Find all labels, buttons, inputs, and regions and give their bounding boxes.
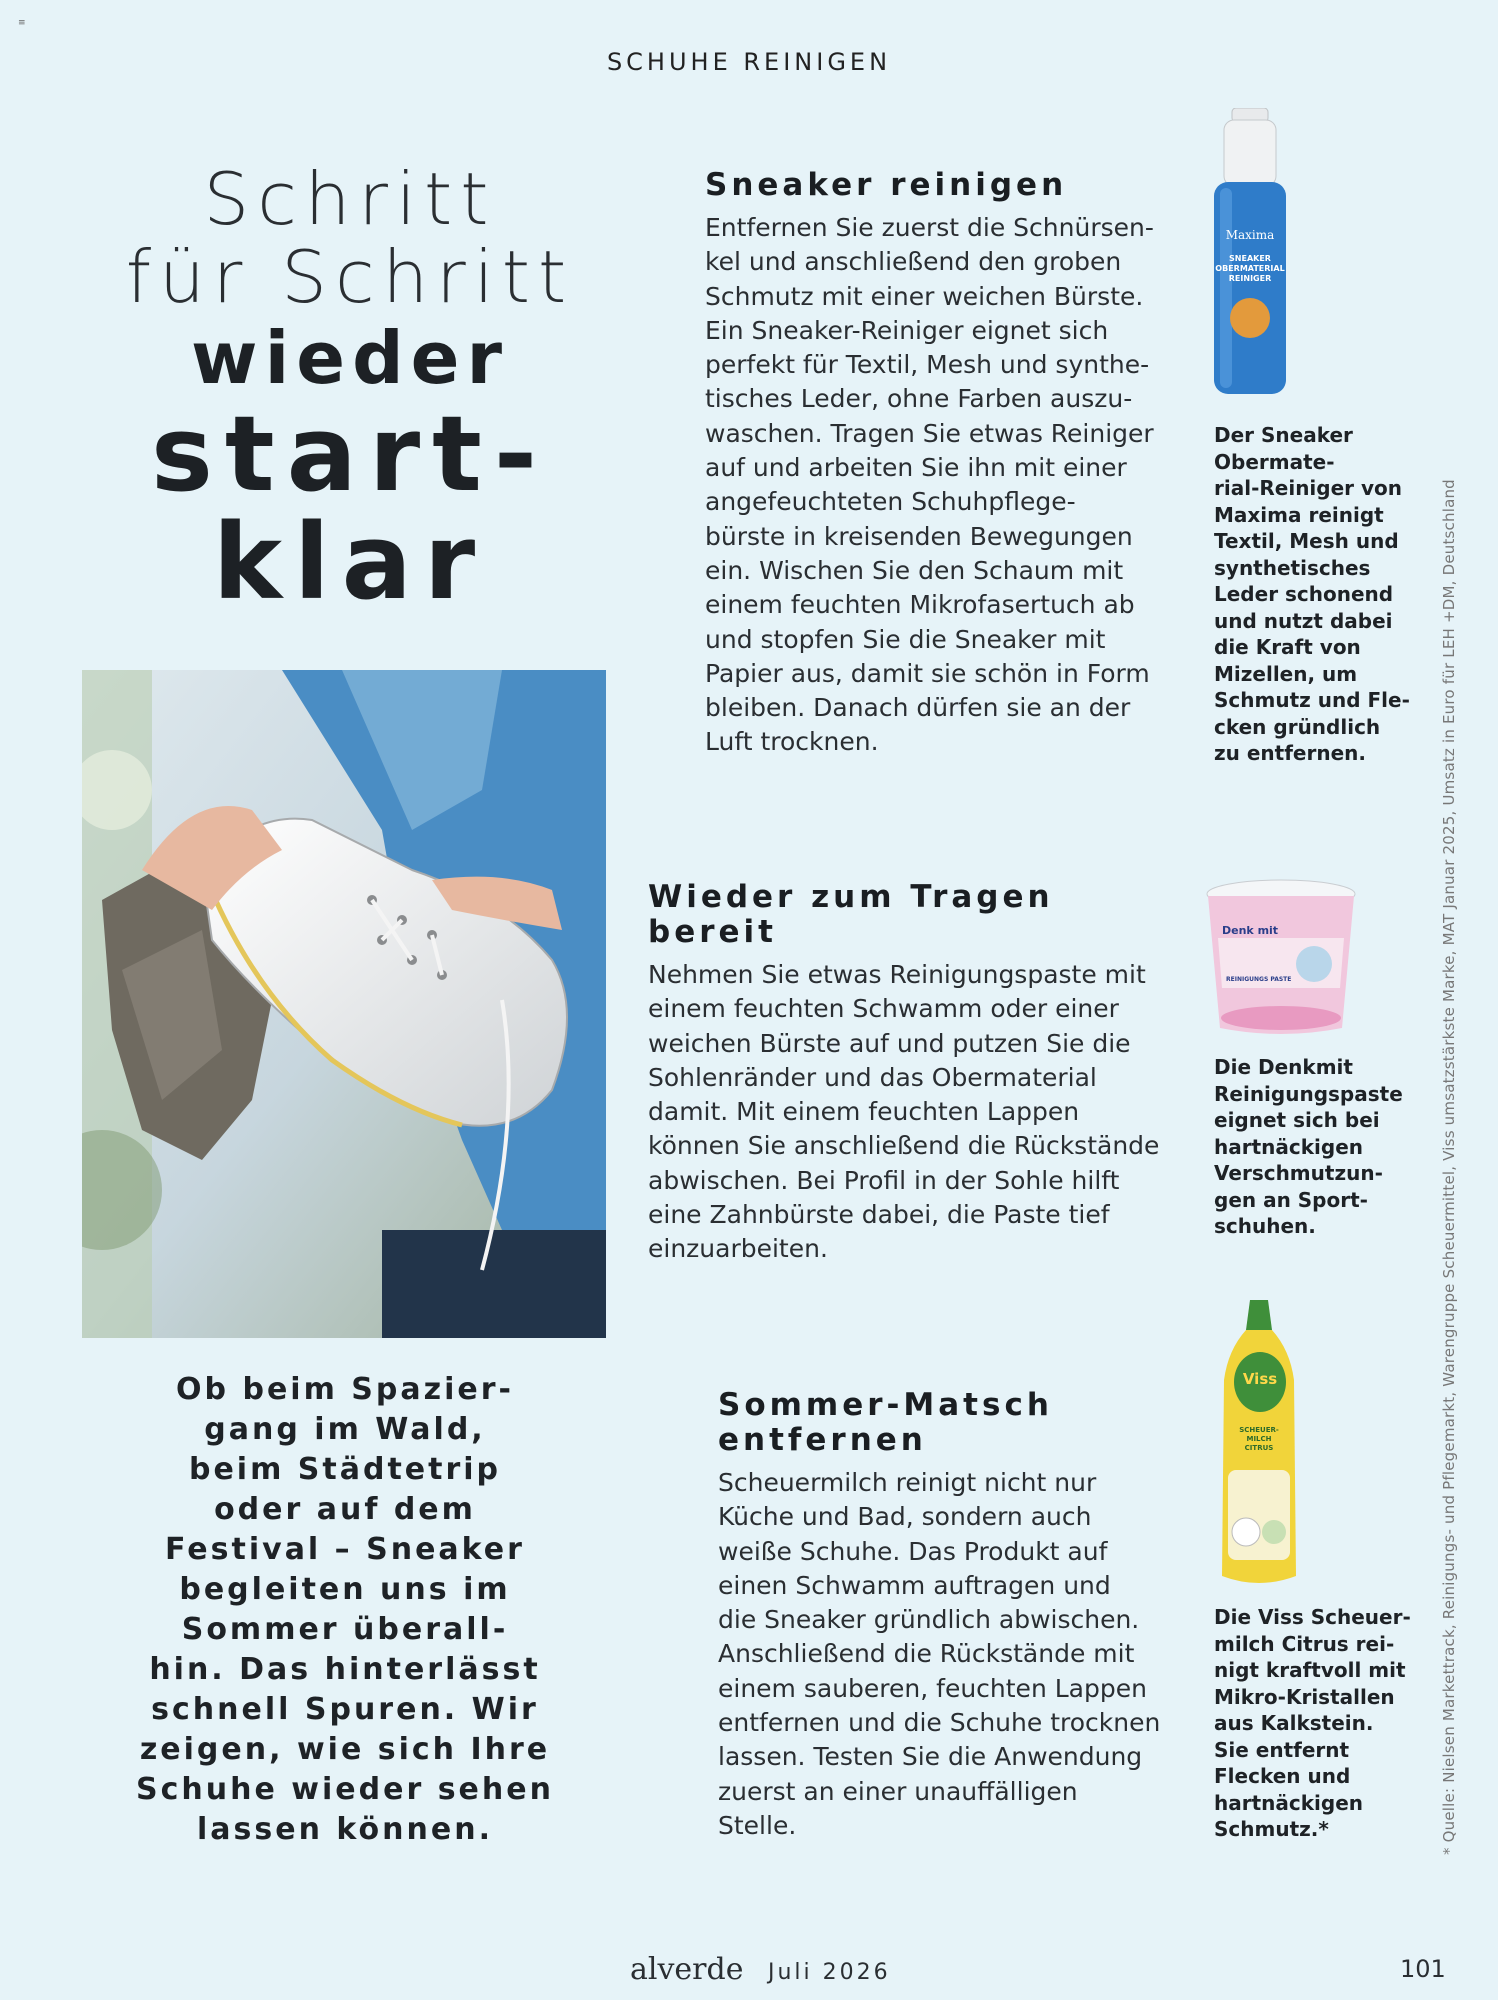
product-seal-icon <box>1230 298 1270 338</box>
article-body <box>705 211 1185 760</box>
article-title: entfernen <box>718 1422 927 1458</box>
product-label-brand: Maxima <box>1225 228 1275 242</box>
caption-line: hartnäckigen <box>1214 1134 1364 1159</box>
body-line: und stopfen Sie die Sneaker mit <box>705 624 1106 654</box>
caption-line: Mikro-Kristallen <box>1214 1684 1395 1709</box>
intro-line: hin. Das hinterlässt <box>149 1652 541 1687</box>
label-line: CITRUS <box>1244 1444 1274 1452</box>
product-label-text: REINIGUNGS PASTE <box>1226 976 1292 983</box>
sneaker-cleaning-photo <box>82 670 606 1338</box>
caption-line: Die Denkmit <box>1214 1055 1353 1079</box>
article-body <box>648 958 1188 1267</box>
body-line: Stelle. <box>718 1810 797 1840</box>
caption-line: hartnäckigen <box>1214 1790 1364 1815</box>
headline-line-2: für Schritt <box>125 235 575 319</box>
caption-line: Schmutz.* <box>1214 1817 1329 1841</box>
caption-line: und nutzt dabei <box>1214 608 1393 633</box>
label-line: SNEAKER <box>1229 254 1271 263</box>
article-sneaker-reinigen <box>705 168 1185 760</box>
caption-line: Sie entfernt <box>1214 1737 1350 1762</box>
article-body <box>718 1466 1198 1843</box>
caption-line: milch Citrus rei- <box>1214 1631 1395 1656</box>
body-line: angefeuchteten Schuhpflege- <box>705 487 1076 517</box>
body-line: Scheuermilch reinigt nicht nur <box>718 1468 1097 1497</box>
body-line: Küche und Bad, sondern auch <box>718 1502 1092 1532</box>
body-line: auf und arbeiten Sie ihn mit einer <box>705 453 1127 483</box>
body-line: kel und anschließend den groben <box>705 247 1122 277</box>
body-line: Entfernen Sie zuerst die Schnürsen- <box>705 213 1154 242</box>
caption-line: Leder schonend <box>1214 582 1394 606</box>
body-line: weichen Bürste auf und putzen Sie die <box>648 1028 1131 1058</box>
body-line: entfernen und die Schuhe trocknen <box>718 1708 1161 1738</box>
intro-text <box>130 1370 560 1850</box>
product-label-brand: Viss <box>1242 1370 1278 1388</box>
intro-line: oder auf dem <box>214 1492 476 1527</box>
body-line: Schmutz mit einer weichen Bürste. <box>705 281 1144 311</box>
body-line: die Sneaker gründlich abwischen. <box>718 1605 1140 1635</box>
body-line: einem feuchten Mikrofasertuch ab <box>705 590 1135 620</box>
product-caption-maxima <box>1214 422 1414 767</box>
caption-line: Flecken und <box>1214 1764 1351 1788</box>
intro-line: schnell Spuren. Wir <box>151 1692 539 1727</box>
intro-line: lassen können. <box>197 1812 493 1847</box>
body-line: einem feuchten Schwamm oder einer <box>648 994 1119 1024</box>
caption-line: zu entfernen. <box>1214 741 1366 765</box>
body-line: Papier aus, damit sie schön in Form <box>705 658 1150 688</box>
body-line: tisches Leder, ohne Farben auszu- <box>705 384 1133 414</box>
body-line: Luft trocknen. <box>705 727 879 757</box>
caption-line: Maxima reinigt <box>1214 502 1384 527</box>
intro-line: begleiten uns im <box>179 1572 511 1607</box>
label-line: SCHEUER- <box>1239 1426 1279 1434</box>
headline-line-3: wieder <box>191 316 509 400</box>
body-line: eine Zahnbürste dabei, die Paste tief <box>648 1200 1110 1230</box>
corner-mark: ≡ <box>18 18 26 28</box>
product-label-text <box>1214 254 1286 284</box>
body-line: lassen. Testen Sie die Anwendung <box>718 1742 1143 1772</box>
body-line: Ein Sneaker-Reiniger eignet sich <box>705 315 1109 345</box>
caption-line: cken gründlich <box>1214 714 1381 739</box>
foam-bottle-icon <box>1210 108 1290 398</box>
caption-line: aus Kalkstein. <box>1214 1711 1374 1735</box>
article-title: Wieder zum Tragen bereit <box>648 879 1054 950</box>
caption-line: rial-Reiniger von <box>1214 476 1403 500</box>
body-line: perfekt für Textil, Mesh und synthe- <box>705 350 1150 380</box>
intro-line: zeigen, wie sich Ihre <box>139 1732 551 1767</box>
label-line: REINIGER <box>1228 274 1272 283</box>
caption-line: synthetisches <box>1214 555 1371 580</box>
section-label: SCHUHE REINIGEN <box>606 48 892 76</box>
caption-line: Verschmutzun- <box>1214 1161 1383 1185</box>
body-line: einen Schwamm auftragen und <box>718 1570 1111 1600</box>
caption-line: die Kraft von <box>1214 635 1361 659</box>
body-line: können Sie anschließend die Rückstände <box>648 1131 1160 1161</box>
headline-line-1: Schritt <box>203 157 497 241</box>
caption-line: Schmutz und Fle- <box>1214 688 1410 712</box>
intro-line: Ob beim Spazier- <box>176 1372 514 1407</box>
caption-line: Mizellen, um <box>1214 661 1358 686</box>
article-sommer-matsch <box>718 1388 1198 1843</box>
body-line: Nehmen Sie etwas Reinigungspaste mit <box>648 960 1146 989</box>
caption-line: Der Sneaker <box>1214 423 1353 447</box>
body-line: damit. Mit einem feuchten Lappen <box>648 1097 1080 1127</box>
intro-line: Sommer überall- <box>181 1612 509 1647</box>
caption-line: Reinigungspaste <box>1214 1081 1403 1106</box>
body-line: bleiben. Danach dürfen sie an der <box>705 693 1131 723</box>
body-line: Anschließend die Rückstände mit <box>718 1639 1135 1669</box>
headline-line-5: klar <box>212 501 488 623</box>
body-line: ein. Wischen Sie den Schaum mit <box>705 555 1124 585</box>
sneaker-photo-icon <box>82 670 606 1338</box>
caption-line: Textil, Mesh und <box>1214 529 1399 553</box>
product-label-brand: Denk mit <box>1222 924 1279 937</box>
headline <box>80 157 620 623</box>
intro-line: beim Städtetrip <box>188 1452 502 1487</box>
intro-line: gang im Wald, <box>204 1412 486 1447</box>
page-number: 101 <box>1400 1955 1446 1983</box>
product-label-text <box>1230 1426 1288 1453</box>
issue-month: Juli 2026 <box>768 1960 891 1985</box>
body-line: bürste in kreisenden Bewegungen <box>705 521 1133 551</box>
caption-line: Die Viss Scheuer- <box>1214 1605 1411 1629</box>
caption-line: gen an Sport- <box>1214 1187 1368 1212</box>
caption-line: Obermate- <box>1214 449 1335 474</box>
label-line: OBERMATERIAL <box>1215 264 1285 273</box>
body-line: einzuarbeiten. <box>648 1234 828 1264</box>
cream-cleaner-bottle-icon <box>1216 1300 1302 1586</box>
body-line: weiße Schuhe. Das Produkt auf <box>718 1536 1108 1566</box>
body-line: einem sauberen, feuchten Lappen <box>718 1673 1147 1703</box>
intro-line: Schuhe wieder sehen <box>136 1772 554 1807</box>
article-wieder-zum-tragen <box>648 880 1188 1267</box>
body-line: Sohlenränder und das Obermaterial <box>648 1062 1097 1092</box>
product-caption-viss <box>1214 1604 1414 1843</box>
article-title: Sneaker reinigen <box>705 167 1068 203</box>
caption-line: eignet sich bei <box>1214 1108 1380 1132</box>
label-line: MILCH <box>1246 1435 1272 1443</box>
caption-line: nigt kraftvoll mit <box>1214 1658 1406 1682</box>
body-line: zuerst an einer unauffälligen <box>718 1776 1078 1806</box>
article-title: Sommer-Matsch <box>718 1387 1053 1423</box>
caption-line: schuhen. <box>1214 1214 1316 1238</box>
magazine-brand: alverde <box>630 1952 744 1987</box>
body-line: abwischen. Bei Profil in der Sohle hilft <box>648 1165 1120 1195</box>
headline-line-4: start- <box>151 393 549 515</box>
product-caption-denkmit <box>1214 1054 1414 1240</box>
paste-tub-icon <box>1204 878 1358 1038</box>
body-line: waschen. Tragen Sie etwas Reiniger <box>705 418 1154 448</box>
intro-line: Festival – Sneaker <box>165 1532 525 1567</box>
source-footnote: * Quelle: Nielsen Markettrack, Reinigungs- und Pflegemarkt, Warengruppe Scheuermittel, Viss umsatzstärkste Marke, MAT Januar 2025, Umsatz in Euro für LEH +DM, Deutschland <box>1440 479 1458 1855</box>
